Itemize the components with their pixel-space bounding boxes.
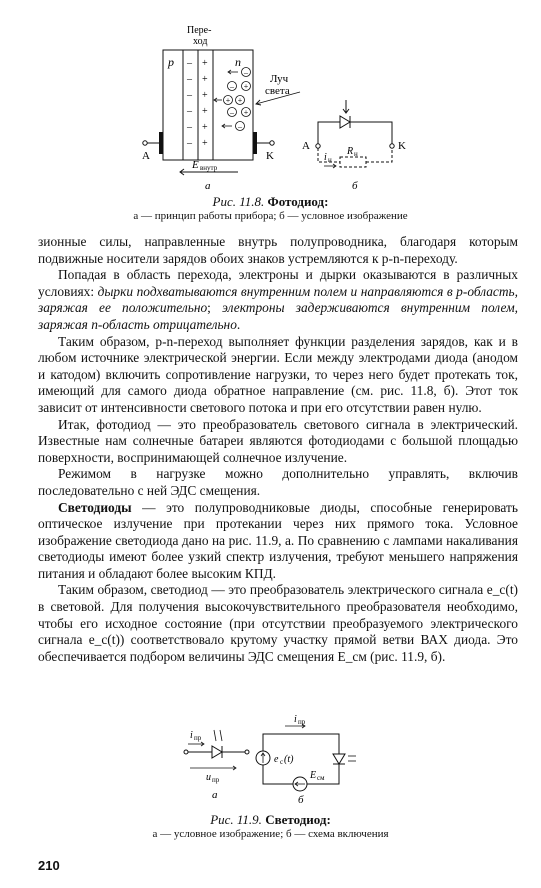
svg-text:–: –: [187, 138, 192, 149]
svg-text:e: e: [274, 754, 279, 765]
svg-text:E: E: [192, 159, 199, 171]
paragraph: Попадая в область перехода, электроны и дырки оказываются в различных условиях: дырки подхватываются внутренним полем и направляются в p-область, заряжая ее положительно; электроны задерживаются внутренним полем, заряжая n-область отрицательно.: [38, 267, 518, 332]
figure-11-9-caption: Рис. 11.9. Светодиод: а — условное изображение; б — схема включения: [152, 812, 389, 840]
paragraph: зионные силы, направленные внутрь полупроводника, благодаря которым подвижные носители зарядов обоих знаков устремляются к p-n-переходу.: [38, 234, 518, 266]
svg-text:Пере-: Пере-: [187, 25, 212, 36]
svg-text:–: –: [187, 74, 192, 85]
svg-text:см: см: [317, 774, 325, 782]
svg-text:i: i: [190, 730, 193, 741]
svg-text:–: –: [230, 82, 234, 91]
svg-text:ход: ход: [193, 36, 208, 47]
svg-text:i: i: [324, 152, 327, 163]
svg-text:пр: пр: [298, 718, 306, 726]
svg-text:б: б: [352, 180, 358, 192]
svg-text:+: +: [243, 108, 249, 117]
paragraph: Режимом в нагрузке можно дополнительно управлять, включив последовательно с ней ЭДС смещения.: [38, 466, 518, 498]
svg-text:(t): (t): [284, 754, 294, 765]
svg-text:Луч: Луч: [270, 73, 289, 85]
svg-text:н: н: [328, 156, 332, 164]
svg-text:–: –: [230, 108, 234, 117]
svg-text:E: E: [310, 770, 317, 781]
svg-text:а: а: [205, 180, 211, 192]
svg-text:н: н: [354, 150, 358, 158]
svg-text:–: –: [187, 90, 192, 101]
svg-text:пр: пр: [194, 734, 202, 742]
body-text: [38, 234, 518, 665]
svg-text:+: +: [202, 74, 208, 85]
svg-text:A: A: [142, 150, 150, 162]
figure-11-8-caption: Рис. 11.8. Фотодиод: а — принцип работы прибора; б — условное изображение: [133, 194, 408, 222]
svg-text:u: u: [206, 772, 211, 783]
svg-text:+: +: [202, 138, 208, 149]
figure-11-9: [0, 712, 541, 822]
svg-text:–: –: [187, 122, 192, 133]
paragraph: Таким образом, светодиод — это преобразователь электрического сигнала e_c(t) в световой. Для получения высокочувствительного преобразователя необходимо, чтобы его исходное состояние (при отсутствии преобразуемого электрического сигнала e_c(t)) соответствовало крутому участку прямой ветви ВАХ диода. Это обеспечивается подбором величины ЭДС смещения E_см (рис. 11.9, б).: [38, 582, 518, 664]
svg-text:K: K: [266, 150, 274, 162]
svg-text:а: а: [212, 789, 218, 801]
svg-text:i: i: [294, 714, 297, 725]
svg-text:+: +: [237, 96, 243, 105]
figure-11-8: [0, 0, 541, 200]
svg-text:c: c: [280, 758, 284, 766]
svg-text:пр: пр: [212, 776, 220, 784]
svg-text:+: +: [243, 82, 249, 91]
svg-text:R: R: [347, 146, 354, 157]
svg-text:+: +: [202, 90, 208, 101]
svg-text:–: –: [244, 68, 248, 77]
page-number: 210: [38, 858, 60, 873]
svg-text:света: света: [265, 85, 290, 97]
svg-text:–: –: [187, 106, 192, 117]
svg-text:б: б: [298, 794, 304, 806]
svg-text:p: p: [168, 55, 174, 69]
svg-text:+: +: [202, 122, 208, 133]
paragraph: Светодиоды — это полупроводниковые диоды, способные генерировать оптическое излучение при протекании через них прямого тока. Условное изображение светодиода дано на рис. 11.9, а. По сравнению с лампами накаливания светодиоды имеют более узкий спектр излучения, требуют меньшего напряжения питания и обладают более высоким КПД.: [38, 499, 518, 581]
svg-text:A: A: [302, 140, 310, 152]
svg-text:n: n: [235, 55, 241, 69]
svg-text:+: +: [202, 106, 208, 117]
paragraph: Итак, фотодиод — это преобразователь светового сигнала в электрический. Известные нам солнечные батареи являются фотодиодами с большой площадью поверхности, воспринимающей солнечное излучение.: [38, 416, 518, 465]
svg-text:K: K: [398, 140, 406, 152]
svg-text:+: +: [202, 58, 208, 69]
paragraph: Таким образом, p-n-переход выполняет функции разделения зарядов, как и в любом источнике электрической энергии. Если между электродами диода (анодом и катодом) включить сопротивление нагрузки, то через него будет протекать ток, имеющий для самого диода обратное направление (см. рис. 11.8, б). Этот ток зависит от интенсивности светового потока и при его отсутствии равен нулю.: [38, 333, 518, 415]
svg-text:–: –: [187, 58, 192, 69]
svg-text:–: –: [238, 122, 242, 131]
svg-text:+: +: [225, 96, 231, 105]
svg-text:внутр: внутр: [200, 164, 218, 172]
